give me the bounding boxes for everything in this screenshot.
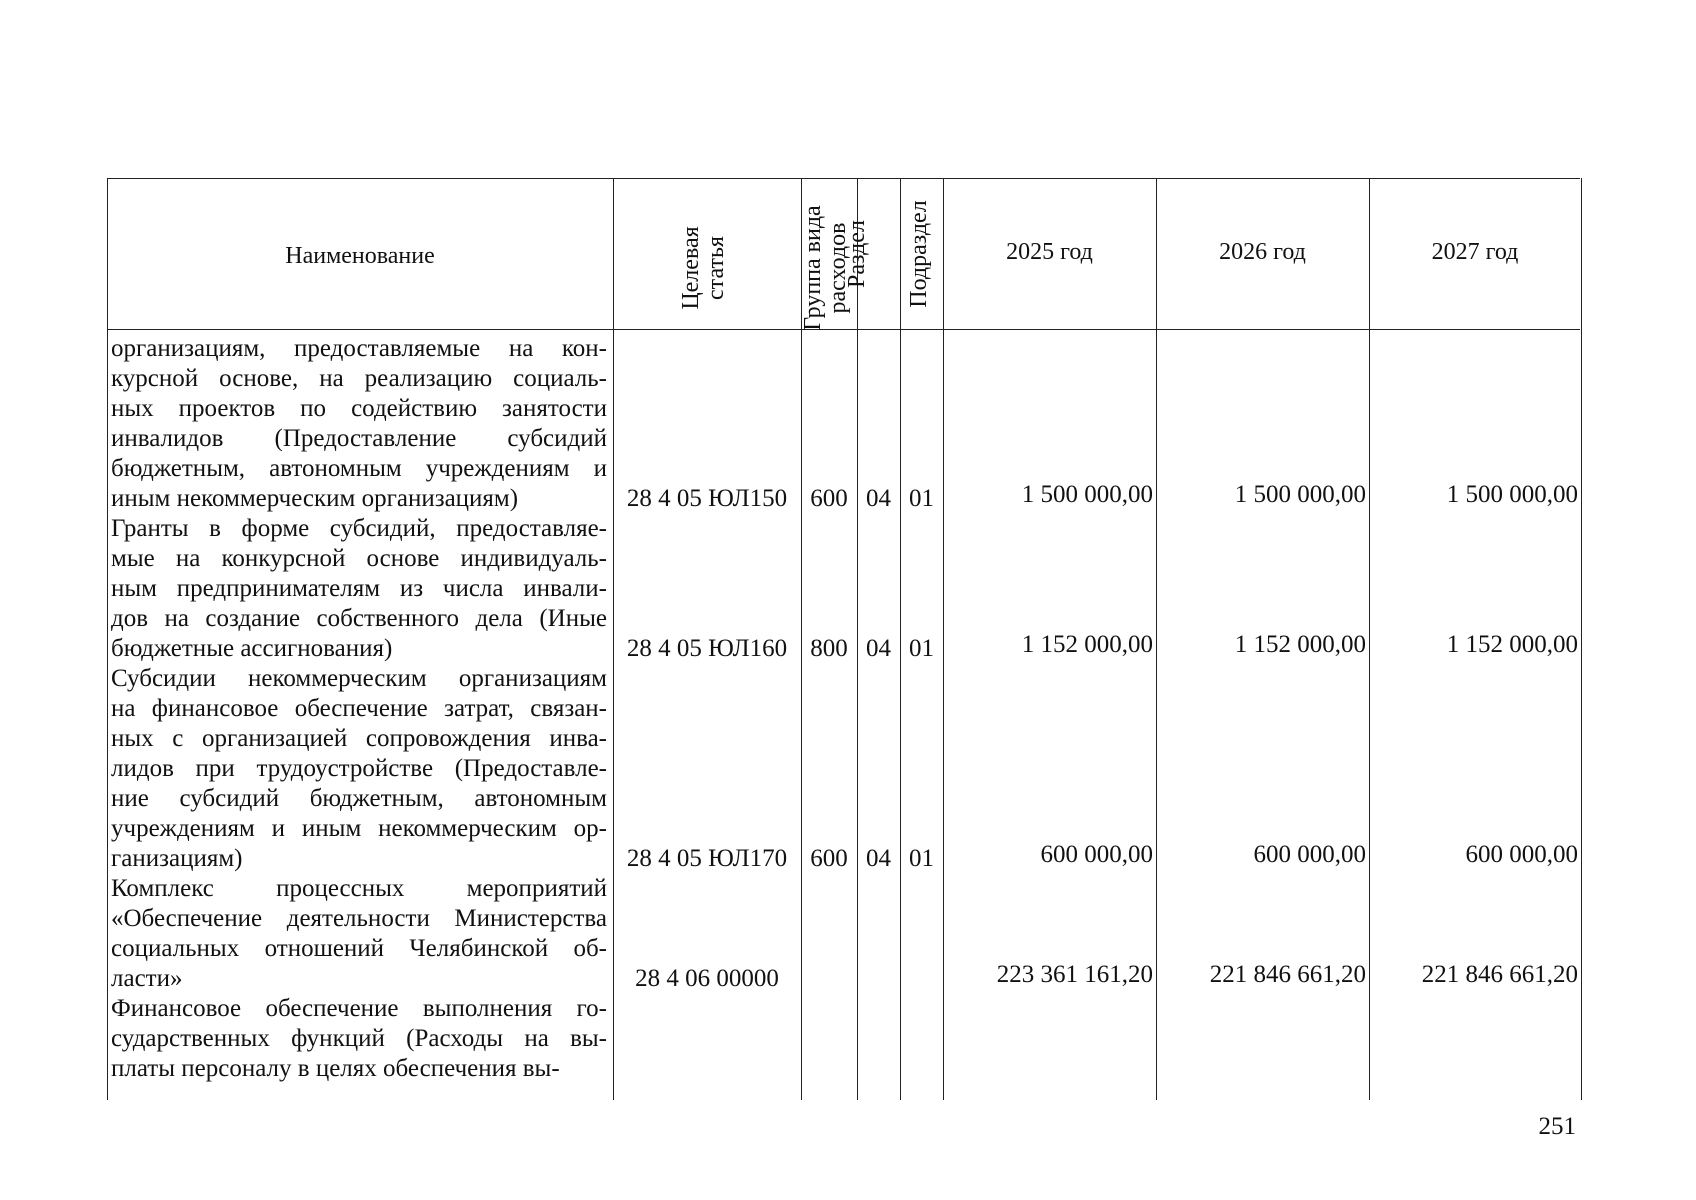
cell-section: 04: [866, 485, 891, 512]
cell-subsection: 01: [909, 845, 934, 872]
cell-subsection: 01: [909, 635, 934, 662]
row-name-line: Финансовое обеспечение выполнения го-: [111, 995, 607, 1022]
header-article: [679, 198, 735, 338]
row-name-line: дов на создание собственного дела (Иные: [111, 605, 607, 632]
row-name-line: социальных отношений Челябинской об-: [111, 935, 607, 962]
header-2026: 2026 год: [1219, 239, 1306, 265]
row-name-line: ным предпринимателям из числа инвали-: [111, 575, 607, 602]
header-2025: 2025 год: [1006, 239, 1093, 265]
cell-2026: 1 152 000,00: [1234, 631, 1366, 658]
cell-article: 28 4 05 ЮЛ150: [626, 485, 788, 512]
cell-2026: 1 500 000,00: [1234, 481, 1366, 508]
row-name-line: организациям, предоставляемые на кон-: [111, 335, 607, 362]
cell-2027: 1 500 000,00: [1446, 481, 1578, 508]
cell-section: 04: [866, 635, 891, 662]
page-number: 251: [1538, 1113, 1576, 1140]
row-name-line: Комплекс процессных мероприятий: [111, 875, 607, 902]
row-name-line: платы персоналу в целях обеспечения вы-: [111, 1055, 560, 1082]
row-name-line: лидов при трудоустройстве (Предоставле-: [111, 755, 607, 782]
row-name-line: сударственных функций (Расходы на вы-: [111, 1025, 607, 1052]
table-border-right: [1581, 178, 1582, 1100]
cell-2025: 223 361 161,20: [996, 961, 1153, 988]
row-name-line: ние субсидий бюджетным, автономным: [111, 785, 607, 812]
header-subsection: Подраздел: [906, 200, 932, 308]
cell-group: 600: [810, 845, 848, 872]
cell-article: 28 4 06 00000: [635, 965, 779, 992]
row-name-line: Гранты в форме субсидий, предоставляе-: [111, 515, 607, 542]
cell-section: 04: [866, 845, 891, 872]
row-name-line: ганизациям): [111, 845, 243, 872]
table-border-left: [107, 178, 108, 1100]
row-name-line: бюджетным, автономным учреждениям и: [111, 455, 607, 482]
row-name-line: на финансовое обеспечение затрат, связан-: [111, 695, 607, 722]
row-name-line: инвалидов (Предоставление субсидий: [111, 425, 607, 452]
cell-article: 28 4 05 ЮЛ170: [626, 845, 788, 872]
table-border-top: [107, 178, 1580, 179]
cell-2027: 600 000,00: [1465, 841, 1578, 868]
cell-2025: 1 500 000,00: [1021, 481, 1153, 508]
row-name-line: «Обеспечение деятельности Министерства: [111, 905, 607, 932]
row-name-line: ных с организацией сопровождения инва-: [111, 725, 607, 752]
cell-2027: 221 846 661,20: [1421, 961, 1578, 988]
row-name-line: ных проектов по содействию занятости: [111, 395, 607, 422]
row-name-line: ласти»: [111, 965, 183, 992]
row-name-line: иным некоммерческим организациям): [111, 485, 519, 512]
row-name-line: учреждениям и иным некоммерческим ор-: [111, 815, 607, 842]
cell-article: 28 4 05 ЮЛ160: [626, 635, 788, 662]
header-group-text: Группа вида расходов: [800, 205, 851, 331]
header-name: Наименование: [285, 243, 435, 269]
row-name-line: бюджетные ассигнования): [111, 635, 393, 662]
cell-2026: 221 846 661,20: [1209, 961, 1366, 988]
cell-group: 800: [810, 635, 848, 662]
header-section: Раздел: [844, 220, 870, 288]
cell-2026: 600 000,00: [1253, 841, 1366, 868]
header-2027: 2027 год: [1431, 239, 1519, 265]
cell-2025: 1 152 000,00: [1021, 631, 1153, 658]
cell-2027: 1 152 000,00: [1446, 631, 1578, 658]
cell-2025: 600 000,00: [1040, 841, 1153, 868]
header-article-text: Целевая статья: [678, 226, 729, 310]
cell-group: 600: [810, 485, 848, 512]
cell-subsection: 01: [909, 485, 934, 512]
row-name-line: Субсидии некоммерческим организациям: [111, 665, 607, 692]
row-name-line: курсной основе, на реализацию социаль-: [111, 365, 607, 392]
row-name-line: мые на конкурсной основе индивидуаль-: [111, 545, 607, 572]
